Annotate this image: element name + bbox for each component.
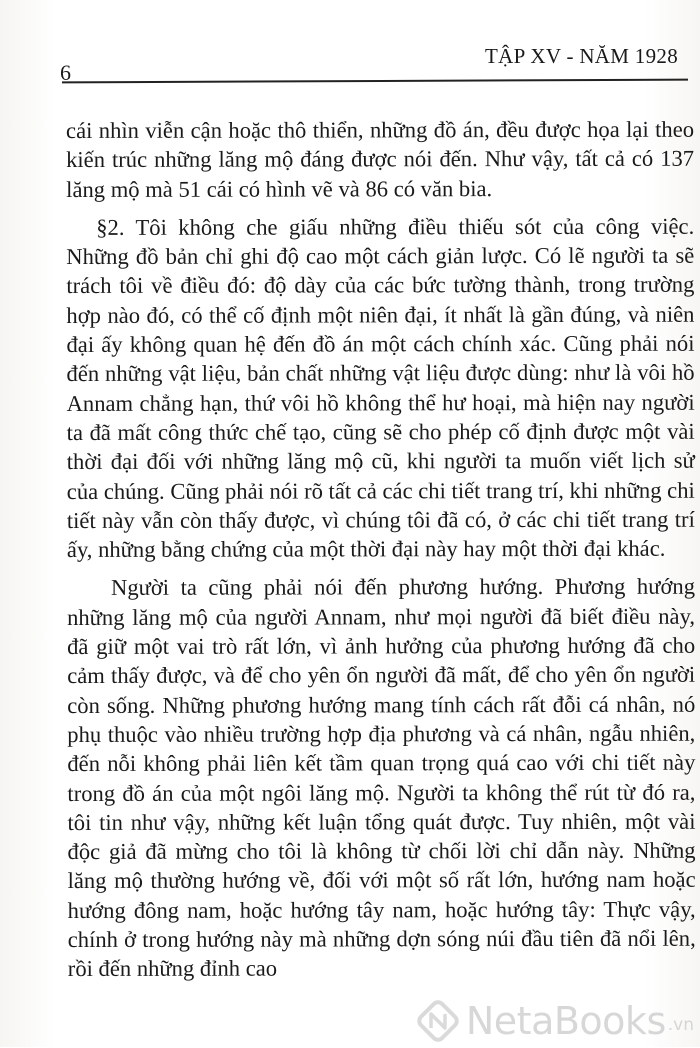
watermark-brand: NetaBooks [465, 999, 666, 1043]
paragraph: §2. Tôi không che giấu những điều thiếu sót của công việc. Những đồ bản chỉ ghi độ cao một cách giản lược. Có lẽ người ta sẽ trách tôi về điều đó: độ dày của các bức tường thành, trong trường hợp nào đó, có thể cố định một niên đại, ít nhất là gần đúng, và niên đại ấy không quan hệ đến đồ án một cách chính xác. Cũng phải nói đến những vật liệu, bản chất những vật liệu được dùng: như là vôi hồ Annam chẳng hạn, thứ vôi hồ không thể hư hoại, mà hiện nay người ta đã mất công thức chế tạo, cũng sẽ cho phép cố định được một vài thời đại đối với những lăng mộ cũ, khi người ta muốn viết lịch sử của chúng. Cũng phải nói rõ tất cả các chi tiết trang trí, khi những chi tiết này vẫn còn thấy được, vì chúng tôi đã có, ở các chi tiết trang trí ấy, những bằng chứng của một thời đại này hay một thời đại khác. [66, 213, 695, 563]
header-rule [62, 79, 688, 84]
body-text [66, 115, 696, 984]
paragraph: cái nhìn viễn cận hoặc thô thiển, những đồ án, đều được họa lại theo kiến trúc những lăng mộ đáng được nói đến. Như vậy, tất cả có 137 lăng mộ mà 51 cái có hình vẽ và 86 có văn bia. [66, 116, 695, 202]
watermark-suffix: .vn [667, 1015, 694, 1035]
watermark [416, 999, 694, 1043]
running-title: TẬP XV - NĂM 1928 [485, 44, 678, 68]
page-number: 6 [60, 60, 71, 85]
netabooks-logo-icon [416, 999, 460, 1043]
paragraph: Người ta cũng phải nói đến phương hướng. Phương hướng những lăng mộ của người Annam, như mọi người đã biết điều này, đã giữ một vai trò rất lớn, vì ảnh hưởng của phương hướng đã cho cảm thấy được, và để cho yên ổn người đã mất, để cho yên ổn người còn sống. Những phương hướng mang tính cách rất đỗi cá nhân, nó phụ thuộc vào nhiều trường hợp địa phương và cá nhân, ngẫu nhiên, đến nỗi không phải liên kết tầm quan trọng quá cao với chi tiết này trong đồ án của một ngôi lăng mộ. Người ta không thể rút từ đó ra, tôi tin như vậy, những kết luận tổng quát được. Tuy nhiên, một vài độc giả đã mừng cho tôi là không từ chối lời chỉ dẫn này. Những lăng mộ thường hướng về, đối với một số rất lớn, hướng nam hoặc hướng đông nam, hoặc hướng tây nam, hoặc hướng tây: Thực vậy, chính ở trong hướng này mà những dợn sóng núi đầu tiên đã nổi lên, rồi đến những đỉnh cao [67, 574, 696, 982]
